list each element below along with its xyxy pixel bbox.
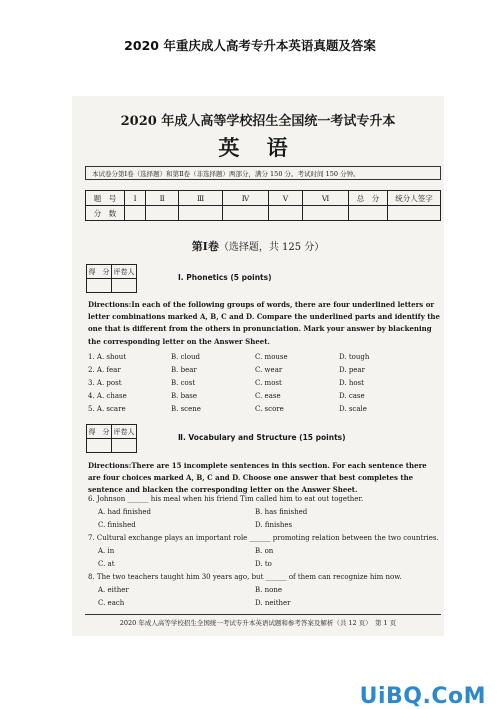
score-table-empty-cell	[125, 206, 146, 221]
score-table-cell: Ⅵ	[303, 191, 349, 206]
directions-label: Directions:	[88, 461, 132, 470]
grader-empty-cell	[87, 279, 112, 293]
q7-option-c: C. at	[98, 560, 115, 568]
score-table-cell: Ⅰ	[125, 191, 146, 206]
score-table-empty-cell	[303, 206, 349, 221]
score-table-cell: 总 分	[349, 191, 388, 206]
score-table-cell: Ⅳ	[223, 191, 269, 206]
q1-option-b: B. cloud	[171, 353, 200, 361]
grader-empty-cell	[112, 279, 137, 293]
score-table-score-row	[86, 206, 441, 221]
q6-option-c: C. finished	[98, 521, 136, 529]
directions-label: Directions:	[88, 300, 132, 309]
q3-option-d: D. host	[339, 379, 364, 387]
section-2-title: Ⅱ. Vocabulary and Structure (15 points)	[178, 433, 346, 442]
q3-option-a: 3. A. post	[88, 379, 122, 387]
grader-reviewer-label: 评卷人	[112, 265, 137, 279]
q7-option-d: D. to	[255, 560, 272, 568]
q2-option-a: 2. A. fear	[88, 366, 121, 374]
q7-stem: 7. Cultural exchange plays an important role ______ promoting relation between the two countries.	[88, 534, 439, 542]
section-1-title: Ⅰ. Phonetics (5 points)	[178, 273, 272, 282]
score-table-empty-cell	[388, 206, 441, 221]
q5-option-a: 5. A. scare	[88, 405, 126, 413]
score-table-empty-cell	[146, 206, 179, 221]
score-table-cell: Ⅱ	[146, 191, 179, 206]
exam-title: 2020 年成人高等学校招生全国统一考试专升本	[120, 114, 396, 129]
q5-option-b: B. scene	[171, 405, 201, 413]
q2-option-c: C. wear	[255, 366, 283, 374]
exam-subject: 英 语	[218, 135, 298, 160]
q8-option-b: B. none	[255, 586, 282, 594]
q4-option-c: C. ease	[255, 392, 281, 400]
score-table-empty-cell	[349, 206, 388, 221]
page-title: 2020 年重庆成人高考专升本英语真题及答案	[124, 38, 376, 53]
watermark-logo: UiBQ.CoM	[359, 684, 486, 709]
grader-empty-cell	[87, 439, 112, 453]
page-footer: 2020 年成人高等学校招生全国统一考试专升本英语试题和参考答案及解析（共 12 页） 第 1 页	[119, 619, 397, 627]
q8-stem: 8. The two teachers taught him 30 years ago, but ______ of them can recognize him now.	[88, 573, 402, 581]
q7-option-a: A. in	[98, 547, 115, 555]
directions-text: There are 15 incomplete sentences in this section. For each sentence there are four choices marked A, B, C and D. Choose one answer that best completes the sentence and blacken the corresponding letter on the Answer Sheet.	[88, 461, 427, 495]
q3-option-b: B. cost	[171, 379, 196, 387]
directions-text: In each of the following groups of words, there are four underlined letters or letter combinations marked A, B, C and D. Compare the underlined parts and identify the one that is different from the others in pronunciation. Mark your answer by blackening the corresponding letter on the Answer Sheet.	[88, 300, 440, 346]
score-table	[85, 190, 441, 221]
part-one-label: 第Ⅰ卷	[191, 240, 219, 253]
q6-option-b: B. has finished	[255, 508, 308, 516]
score-table-cell: Ⅲ	[179, 191, 223, 206]
score-table-empty-cell	[179, 206, 223, 221]
section-1-directions	[88, 299, 440, 348]
q4-option-b: B. base	[171, 392, 197, 400]
q3-option-c: C. most	[255, 379, 282, 387]
q1-option-a: 1. A. shout	[88, 353, 127, 361]
q4-option-d: D. case	[339, 392, 365, 400]
grader-score-label: 得 分	[87, 265, 112, 279]
grader-box-section-2	[86, 424, 137, 453]
footer-divider	[85, 614, 441, 615]
part-one-heading	[72, 238, 444, 254]
q5-option-c: C. score	[255, 405, 284, 413]
grader-reviewer-label: 评卷人	[112, 425, 137, 439]
q6-option-d: D. finishes	[255, 521, 293, 529]
score-table-cell: Ⅴ	[268, 191, 302, 206]
part-one-detail: （选择题，共 125 分）	[218, 242, 325, 253]
q8-option-d: D. neither	[255, 599, 291, 607]
score-table-empty-cell	[223, 206, 269, 221]
q2-option-b: B. bear	[171, 366, 197, 374]
score-table-empty-cell	[268, 206, 302, 221]
score-table-cell: 题 号	[86, 191, 125, 206]
score-table-cell: 分 数	[86, 206, 125, 221]
score-table-header-row	[86, 191, 441, 206]
grader-empty-cell	[112, 439, 137, 453]
q1-option-c: C. mouse	[255, 353, 288, 361]
q6-option-a: A. had finished	[98, 508, 152, 516]
exam-info-box: 本试卷分第Ⅰ卷（选择题）和第Ⅱ卷（非选择题）两部分，满分 150 分。考试时间 150 分钟。	[85, 166, 441, 180]
q5-option-d: D. scale	[339, 405, 367, 413]
q8-option-a: A. either	[98, 586, 129, 594]
grader-score-label: 得 分	[87, 425, 112, 439]
section-2-directions	[88, 460, 440, 497]
q1-option-d: D. tough	[339, 353, 370, 361]
q6-stem: 6. Johnson ______ his meal when his friend Tim called him to eat out together.	[88, 495, 364, 503]
q2-option-d: D. pear	[339, 366, 365, 374]
q4-option-a: 4. A. chase	[88, 392, 127, 400]
score-table-cell: 统分人签字	[388, 191, 441, 206]
q7-option-b: B. on	[255, 547, 274, 555]
grader-box-section-1	[86, 264, 137, 293]
q8-option-c: C. each	[98, 599, 125, 607]
